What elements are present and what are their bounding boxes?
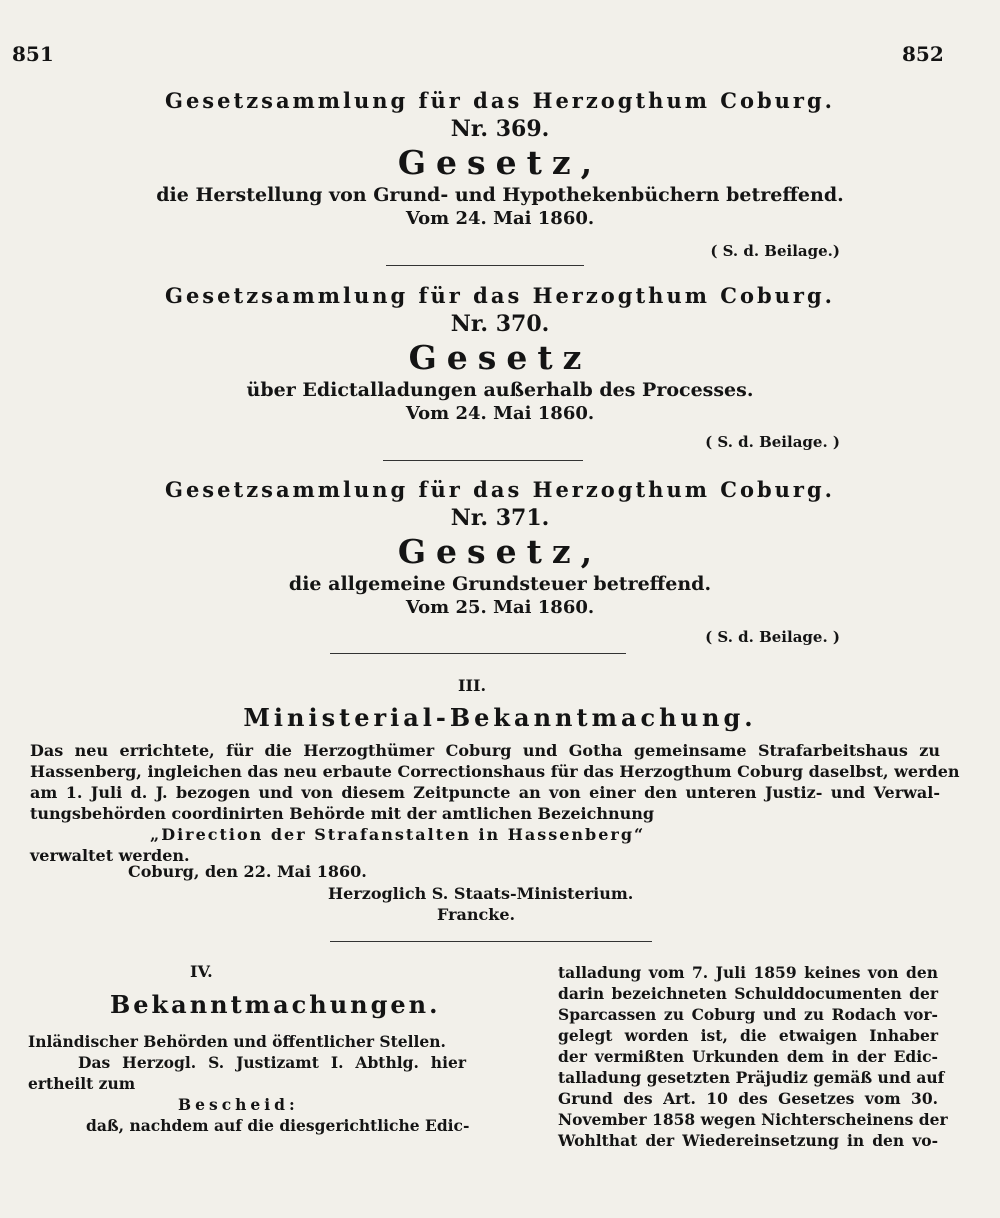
text-line: November 1858 wegen Nichterscheinens der: [558, 1110, 948, 1129]
section-number: III.: [458, 676, 487, 695]
bescheid-heading: Bescheid:: [178, 1095, 299, 1114]
law-371-note: ( S. d. Beilage. ): [705, 628, 840, 646]
signature: Francke.: [437, 905, 516, 924]
page-number-left: 851: [12, 42, 54, 66]
text-line: der vermißten Urkunden dem in der Edic-: [558, 1047, 938, 1066]
law-number: Nr. 370.: [450, 311, 550, 337]
collection-title: Gesetzsammlung für das Herzogthum Coburg.: [165, 477, 835, 502]
law-369-note: ( S. d. Beilage.): [710, 242, 840, 260]
law-date: Vom 25. Mai 1860.: [405, 597, 595, 618]
text-line: Grund des Art. 10 des Gesetzes vom 30.: [558, 1089, 938, 1108]
text-line: Wohlthat der Wiedereinsetzung in den vo-: [558, 1131, 938, 1150]
separator: [330, 653, 626, 654]
text-line: ertheilt zum: [28, 1074, 136, 1093]
section-number: IV.: [190, 962, 213, 981]
law-369: [0, 88, 1000, 229]
section-title: Ministerial-Bekanntmachung.: [243, 703, 757, 732]
text-line: am 1. Juli d. J. bezogen und von diesem Zeitpuncte an von einer den unteren Justiz- und Verwal-: [30, 783, 940, 802]
law-370-note: ( S. d. Beilage. ): [705, 433, 840, 451]
subtitle: Inländischer Behörden und öffentlicher Stellen.: [28, 1032, 446, 1051]
separator: [386, 265, 584, 266]
text-line: tungsbehörden coordinirten Behörde mit der amtlichen Bezeichnung: [30, 804, 655, 823]
right-column: [558, 962, 948, 1151]
law-subject: die Herstellung von Grund- und Hypothekenbüchern betreffend.: [156, 184, 844, 206]
law-number: Nr. 369.: [450, 116, 550, 142]
text-line: verwaltet werden.: [30, 846, 190, 865]
left-column: [28, 1031, 470, 1136]
text-line: Das Herzogl. S. Justizamt I. Abthlg. hier: [78, 1053, 466, 1072]
law-371: [0, 477, 1000, 618]
place-date: Coburg, den 22. Mai 1860.: [128, 862, 367, 881]
law-date: Vom 24. Mai 1860.: [405, 208, 595, 229]
law-heading: Gesetz: [408, 338, 592, 377]
text-line: gelegt worden ist, die etwaigen Inhaber: [558, 1026, 938, 1045]
law-subject: die allgemeine Grundsteuer betreffend.: [288, 573, 712, 595]
text-line: darin bezeichneten Schulddocumenten der: [558, 984, 938, 1003]
text-line: talladung vom 7. Juli 1859 keines von den: [558, 963, 938, 982]
text-line: Hassenberg, ingleichen das neu erbaute Correctionshaus für das Herzogthum Coburg daselbst, werden: [30, 762, 960, 781]
authority: Herzoglich S. Staats-Ministerium.: [328, 884, 634, 903]
section-title: Bekanntmachungen.: [110, 990, 441, 1019]
separator: [330, 941, 652, 942]
official-designation: „Direction der Strafanstalten in Hassenberg“: [150, 825, 646, 844]
announcement-text: [30, 740, 960, 866]
separator: [383, 460, 583, 461]
law-number: Nr. 371.: [450, 505, 550, 531]
text-line: Sparcassen zu Coburg und zu Rodach vor-: [558, 1005, 938, 1024]
collection-title: Gesetzsammlung für das Herzogthum Coburg.: [165, 283, 835, 308]
text-line: talladung gesetzten Präjudiz gemäß und auf: [558, 1068, 945, 1087]
law-subject: über Edictalladungen außerhalb des Processes.: [246, 379, 754, 401]
text-line: daß, nachdem auf die diesgerichtliche Edic-: [86, 1116, 470, 1135]
law-heading: Gesetz,: [397, 143, 603, 182]
page-number-right: 852: [902, 42, 944, 66]
law-370: [0, 283, 1000, 424]
law-date: Vom 24. Mai 1860.: [405, 403, 595, 424]
law-heading: Gesetz,: [397, 532, 603, 571]
collection-title: Gesetzsammlung für das Herzogthum Coburg.: [165, 88, 835, 113]
text-line: Das neu errichtete, für die Herzogthümer Coburg und Gotha gemeinsame Strafarbeitshaus zu: [30, 741, 940, 760]
